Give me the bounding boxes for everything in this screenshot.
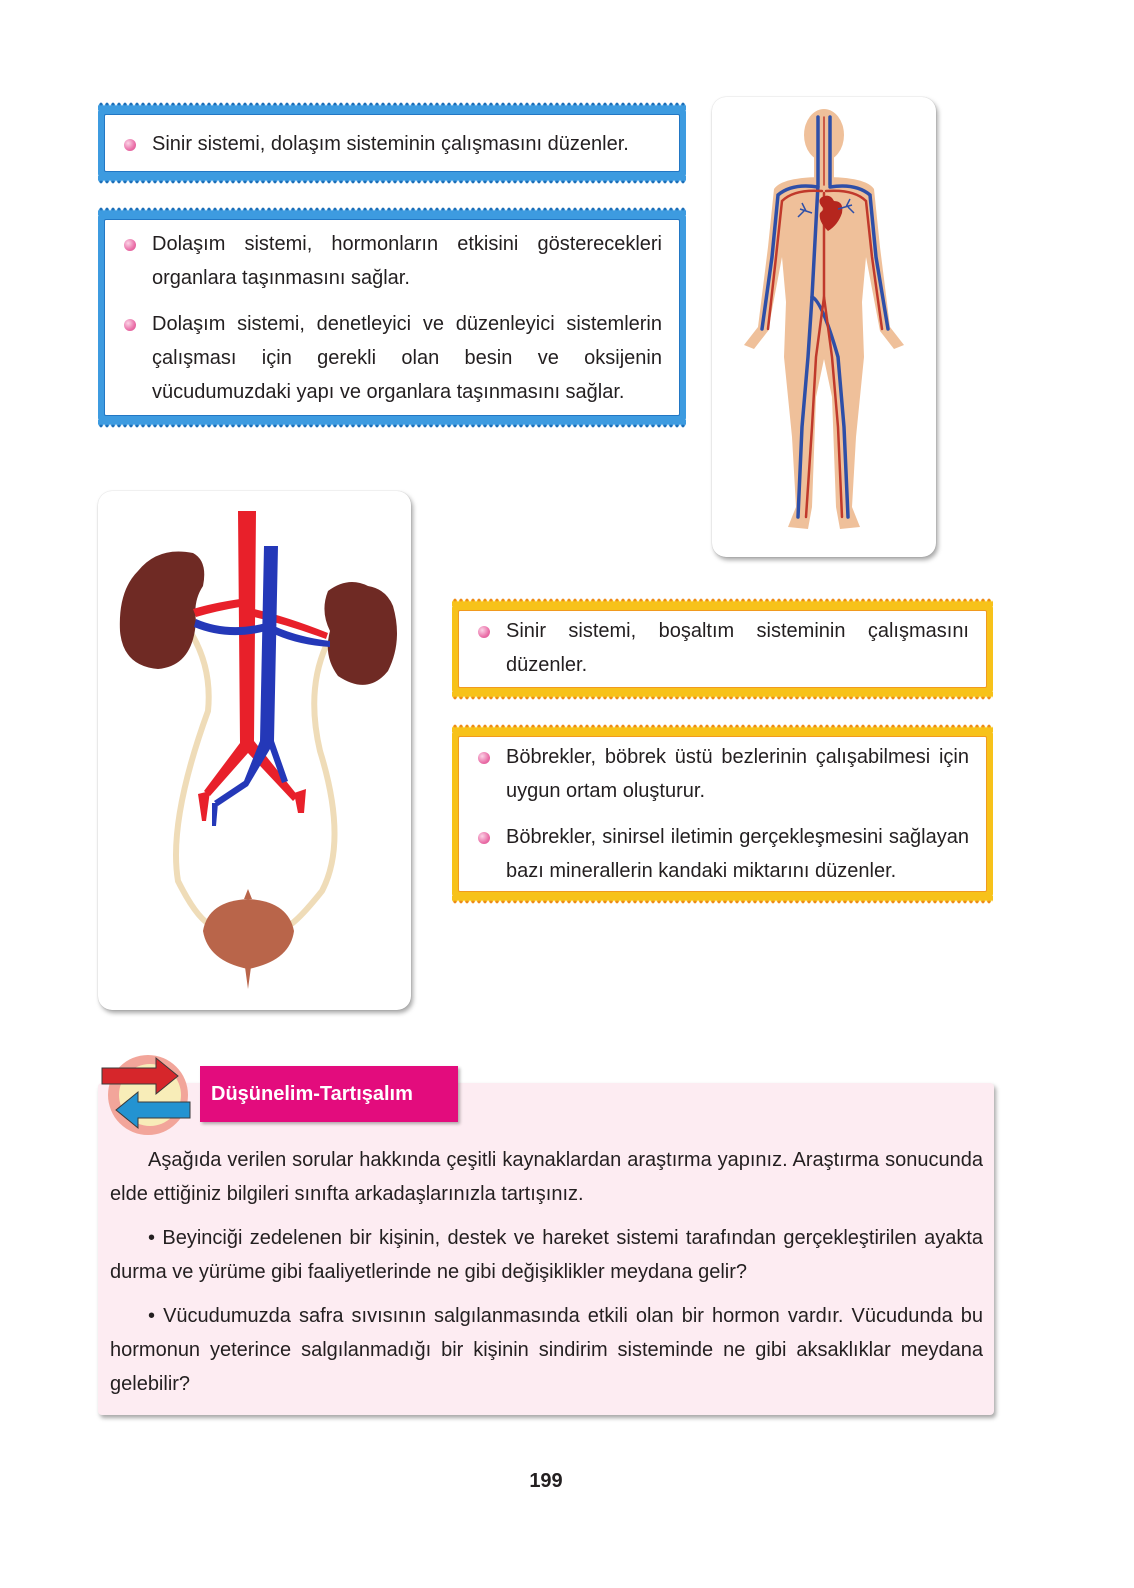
bullet-item [122,227,662,295]
box-content [458,736,987,892]
pink-bullet-icon [478,626,490,638]
wavy-border-bottom [452,896,993,906]
bullet-text: Dolaşım sistemi, denetleyici ve düzenleyici sistemlerin çalışması için gerekli olan besin ve oksijenin vücudumuzdaki yapı ve organlara taşınmasını sağlar. [152,313,662,403]
pink-bullet-icon [124,319,136,331]
pink-bullet-icon [478,832,490,844]
bullet-item [476,820,969,888]
bullet-item [122,307,662,409]
bullet-item [122,127,662,161]
wavy-border-bottom [452,692,993,702]
box-content [104,114,680,172]
kidney-urinary-illustration [98,491,411,1010]
discussion-body [110,1143,983,1401]
discussion-intro: Aşağıda verilen sorular hakkında çeşitli kaynaklardan araştırma yapınız. Araştırma sonucunda elde ettiğiniz bilgileri sınıfta arkadaşlarınızla tartışınız. [110,1149,983,1205]
info-box-nervous-circulatory [98,100,686,186]
human-circulatory-illustration [712,97,936,557]
wavy-border-bottom [98,420,686,430]
pink-bullet-icon [124,239,136,251]
wavy-border-bottom [98,176,686,186]
pink-bullet-icon [124,139,136,151]
discuss-arrows-icon [98,1050,194,1140]
discussion-question: • Vücudumuzda safra sıvısının salgılanmasında etkili olan bir hormon vardır. Vücudunda bu hormonun yeterince salgılanmadığı bir kişinin sindirim sisteminde ne gibi aksaklıklar meydana gelebilir? [110,1305,983,1395]
box-content [458,610,987,688]
bullet-item [476,740,969,808]
info-box-kidney-effects [452,722,993,906]
discussion-title: Düşünelim-Tartışalım [200,1066,458,1122]
bullet-item [476,614,969,682]
info-box-circulatory-effects [98,205,686,430]
bullet-text: Sinir sistemi, boşaltım sisteminin çalışmasını düzenler. [506,620,969,676]
pink-bullet-icon [478,752,490,764]
page-number: 199 [529,1470,563,1492]
bullet-text: Böbrekler, sinirsel iletimin gerçekleşmesini sağlayan bazı minerallerin kandaki miktarını düzenler. [506,826,969,882]
box-content [104,219,680,416]
bullet-text: Böbrekler, böbrek üstü bezlerinin çalışabilmesi için uygun ortam oluşturur. [506,746,969,802]
circulatory-system-image [712,97,936,557]
bullet-text: Dolaşım sistemi, hormonların etkisini gösterecekleri organlara taşınmasını sağlar. [152,233,662,289]
bullet-text: Sinir sistemi, dolaşım sisteminin çalışmasını düzenler. [152,133,629,155]
info-box-nervous-excretory [452,596,993,702]
urinary-system-image [98,491,411,1010]
discussion-question: • Beyinciği zedelenen bir kişinin, destek ve hareket sistemi tarafından gerçekleştirilen ayakta durma ve yürüme gibi faaliyetlerinde ne gibi değişiklikler meydana gelir? [110,1227,983,1283]
